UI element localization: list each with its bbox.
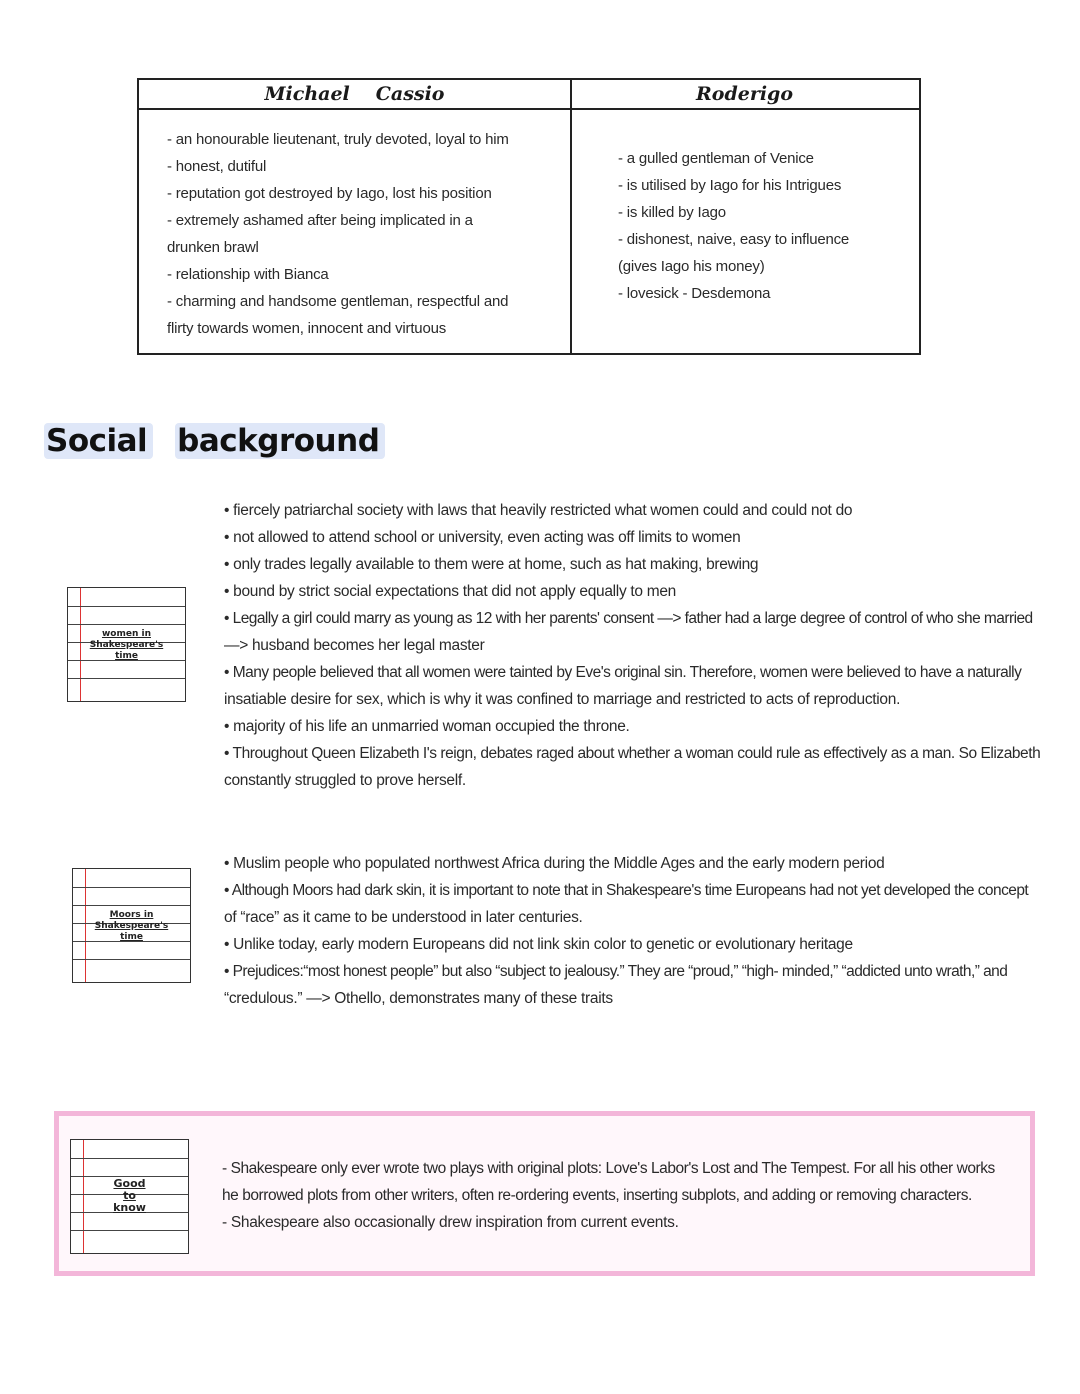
note-line: constantly struggled to prove herself. xyxy=(224,772,466,789)
note-line: • fiercely patriarchal society with laws that heavily restricted what women could and could not do xyxy=(224,502,853,519)
card-label-line: know xyxy=(113,1201,146,1214)
card-label-line: Good xyxy=(113,1177,146,1190)
section-title-word1: Social xyxy=(44,423,153,459)
note-line: he borrowed plots from other writers, often re-ordering events, inserting subplots, and adding or removing characters. xyxy=(222,1187,972,1204)
section-title xyxy=(44,420,385,462)
note-line: - Shakespeare only ever wrote two plays with original plots: Love's Labor's Lost and The Tempest. For all his other works xyxy=(222,1160,995,1177)
women-index-card xyxy=(67,587,186,702)
card-label-line: time xyxy=(115,651,138,661)
card-label-line: women in xyxy=(101,629,151,639)
cassio-notes xyxy=(139,110,570,342)
note-line: “credulous.” —> Othello, demonstrates many of these traits xyxy=(224,990,613,1007)
card-label-line: to xyxy=(123,1189,136,1202)
card-label-line: Shakespeare's xyxy=(94,921,169,931)
note-line: (gives Iago his money) xyxy=(618,258,765,275)
note-line: • not allowed to attend school or university, even acting was off limits to women xyxy=(224,529,741,546)
card-label xyxy=(68,629,185,662)
note-line: • Many people believed that all women were tainted by Eve's original sin. Therefore, women were believed to have a naturally xyxy=(224,664,1022,681)
note-line: - charming and handsome gentleman, respectful and xyxy=(167,293,509,310)
roderigo-column xyxy=(570,80,919,353)
card-rule xyxy=(68,624,185,625)
note-line: • Although Moors had dark skin, it is important to note that in Shakespeare's time Europeans had not yet developed the concept xyxy=(224,882,1029,899)
cassio-last-name: Cassio xyxy=(375,83,445,105)
cassio-heading xyxy=(139,80,570,110)
card-rule xyxy=(68,606,185,607)
note-line: • Throughout Queen Elizabeth I's reign, debates raged about whether a woman could rule as effectively as a man. So Elizabeth xyxy=(224,745,1041,762)
note-line: drunken brawl xyxy=(167,239,259,256)
note-line: - lovesick - Desdemona xyxy=(618,285,771,302)
card-label xyxy=(73,910,190,943)
note-line: • only trades legally available to them were at home, such as hat making, brewing xyxy=(224,556,759,573)
good-to-know-notes xyxy=(222,1155,995,1236)
card-rule xyxy=(73,887,190,888)
card-rule xyxy=(73,905,190,906)
card-rule xyxy=(73,959,190,960)
women-notes xyxy=(224,497,1040,794)
roderigo-heading: Roderigo xyxy=(570,80,919,110)
note-line: • Muslim people who populated northwest Africa during the Middle Ages and the early modern period xyxy=(224,855,885,872)
good-to-know-index-card xyxy=(70,1139,189,1254)
note-line: - dishonest, naive, easy to influence xyxy=(618,231,850,248)
note-line: - an honourable lieutenant, truly devoted, loyal to him xyxy=(167,131,509,148)
character-table xyxy=(137,78,921,355)
note-line: - relationship with Bianca xyxy=(167,266,329,283)
card-label xyxy=(71,1178,188,1214)
note-line: - a gulled gentleman of Venice xyxy=(618,150,814,167)
note-line: - reputation got destroyed by Iago, lost his position xyxy=(167,185,492,202)
note-line: insatiable desire for sex, which is why it was confined to marriage and restricted to acts of reproduction. xyxy=(224,691,901,708)
card-rule xyxy=(71,1230,188,1231)
moors-index-card xyxy=(72,868,191,983)
card-rule xyxy=(71,1158,188,1159)
note-line: - is killed by Iago xyxy=(618,204,726,221)
card-label-line: time xyxy=(120,932,143,942)
moors-notes xyxy=(224,850,1028,1012)
note-line: - Shakespeare also occasionally drew inspiration from current events. xyxy=(222,1214,679,1231)
roderigo-notes xyxy=(570,110,919,307)
note-line: • Legally a girl could marry as young as 12 with her parents' consent —> father had a large degree of control of who she married xyxy=(224,610,1033,627)
cassio-first-name: Michael xyxy=(264,83,350,105)
cassio-column xyxy=(139,80,572,353)
section-title-word2: background xyxy=(175,423,385,459)
note-line: - extremely ashamed after being implicated in a xyxy=(167,212,473,229)
note-line: - honest, dutiful xyxy=(167,158,267,175)
note-line: • majority of his life an unmarried woman occupied the throne. xyxy=(224,718,630,735)
note-line: • bound by strict social expectations that did not apply equally to men xyxy=(224,583,676,600)
card-label-line: Shakespeare's xyxy=(89,640,164,650)
note-line: —> husband becomes her legal master xyxy=(224,637,485,654)
note-line: of “race” as it came to be understood in later centuries. xyxy=(224,909,583,926)
card-label-line: Moors in xyxy=(109,910,154,920)
note-line: • Unlike today, early modern Europeans did not link skin color to genetic or evolutionary heritage xyxy=(224,936,853,953)
note-line: • Prejudices:“most honest people” but also “subject to jealousy.” They are “proud,” “high- minded,” “addicted unto wrath,” and xyxy=(224,963,1008,980)
note-line: - is utilised by Iago for his Intrigues xyxy=(618,177,842,194)
card-rule xyxy=(68,678,185,679)
note-line: flirty towards women, innocent and virtuous xyxy=(167,320,447,337)
